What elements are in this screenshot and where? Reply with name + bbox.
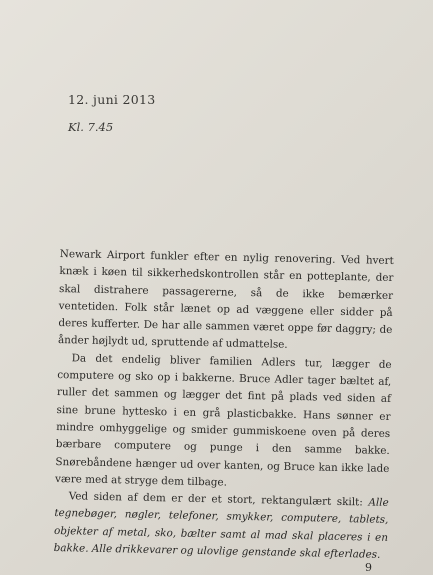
chapter-time: Kl. 7.45 bbox=[68, 120, 114, 134]
page-number: 9 bbox=[365, 561, 372, 574]
paragraph-3-intro: Ved siden af dem er der et stort, rektangulært skilt: bbox=[68, 490, 369, 509]
body-text bbox=[53, 246, 393, 564]
paragraph-3 bbox=[53, 488, 388, 564]
paragraph-2: Da det endelig bliver familien Adlers tur, lægger de computere og sko op i bakkerne. Bruce Adler tager bæltet af, ruller det sammen og lægger det fint på plads ved siden af sine brune hyttesko i en grå plasticbakke. Hans sønner er mindre omhyggelige og smider gummiskoene oven på deres bærbare computere og punge i den samme bakke. Snørebåndene hænger ud over kanten, og Bruce kan ikke lade være med at stryge dem tilbage. bbox=[54, 352, 392, 489]
paragraph-1: Newark Airport funkler efter en nylig renovering. Ved hvert knæk i køen til sikkerhedskontrollen står en potteplante, der skal distrahere passagererne, så de ikke bemærker ventetiden. Folk står lænet op ad væggene eller sidder på deres kufferter. De har alle sammen været oppe før daggry; de ånder højlydt ud, spruttende af udmattelse. bbox=[57, 247, 394, 352]
chapter-date: 12. juni 2013 bbox=[68, 92, 156, 107]
sign-text: Alle tegnebøger, nøgler, telefoner, smykker, computere, tablets, objekter af metal, sko, bælter samt al mad skal placeres i en bakke. Alle drikkevarer og ulovlige genstande skal efterlades. bbox=[53, 496, 389, 561]
